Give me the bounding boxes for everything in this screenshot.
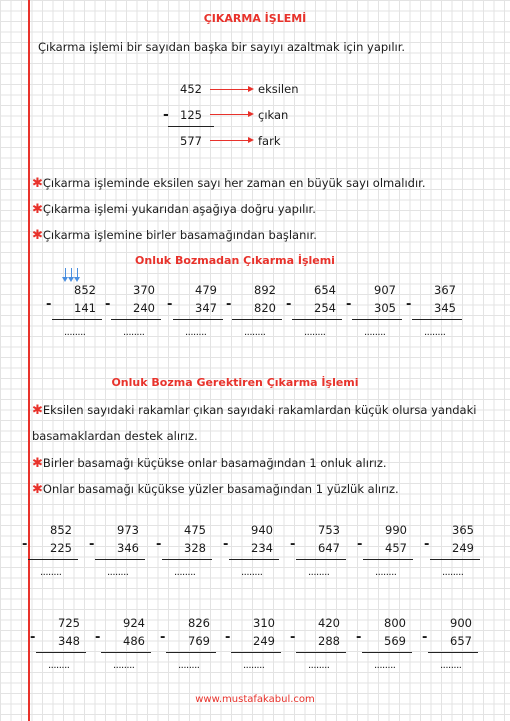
minus-sign: - (356, 630, 362, 645)
minuend: 654 (314, 283, 336, 297)
subtraction-problem (105, 283, 163, 349)
minus-sign: - (46, 297, 52, 312)
result-line (231, 652, 281, 653)
subtraction-problem (356, 616, 414, 682)
down-arrow-icon (71, 268, 72, 278)
result-line (36, 652, 86, 653)
example-subtrahend: 125 (180, 108, 202, 122)
arrow-line (210, 140, 250, 141)
rule-3 (32, 228, 317, 243)
rule-text: Çıkarma işlemi yukarıdan aşağıya doğru yapılır. (42, 202, 316, 216)
subtrahend: 348 (58, 634, 80, 648)
rule-text: Çıkarma işleminde eksilen sayı her zaman en büyük sayı olmalıdır. (42, 176, 426, 190)
result-line (296, 652, 346, 653)
example-minuend: 452 (180, 82, 202, 96)
answer-blank: ........ (107, 567, 129, 578)
answer-blank: ........ (424, 327, 446, 338)
minuend: 800 (384, 616, 406, 630)
subtraction-problem (167, 283, 225, 349)
arrow-right-icon (248, 86, 254, 92)
rule-2 (32, 202, 316, 217)
subtrahend: 346 (117, 541, 139, 555)
minus-sign: - (290, 630, 296, 645)
minuend: 479 (195, 283, 217, 297)
result-line (296, 559, 346, 560)
subtraction-problem (22, 523, 80, 589)
rule-text: Birler basamağı küçükse onlar basamağından 1 onluk alırız. (42, 456, 387, 470)
intro-text: Çıkarma işlemi bir sayıdan başka bir sayıyı azaltmak için yapılır. (38, 40, 406, 54)
subtraction-problem (225, 616, 283, 682)
subtrahend: 225 (50, 541, 72, 555)
subtrahend: 240 (133, 301, 155, 315)
minuend: 367 (434, 283, 456, 297)
rule-5 (32, 456, 387, 471)
subtraction-problem (89, 523, 147, 589)
minus-sign: - (357, 537, 363, 552)
rule-6 (32, 482, 399, 497)
subtraction-problem (290, 616, 348, 682)
subtrahend: 249 (253, 634, 275, 648)
minus-sign: - (406, 297, 412, 312)
subtraction-problem (46, 283, 104, 349)
label-eksilen: eksilen (258, 82, 299, 96)
minuend: 420 (318, 616, 340, 630)
subtrahend: 305 (374, 301, 396, 315)
subtraction-problem (286, 283, 344, 349)
subtrahend: 141 (74, 301, 96, 315)
minuend: 924 (123, 616, 145, 630)
subtrahend: 328 (184, 541, 206, 555)
answer-blank: ........ (241, 567, 263, 578)
minuend: 753 (318, 523, 340, 537)
subtraction-problem (290, 523, 348, 589)
subtraction-problem (156, 523, 214, 589)
answer-blank: ........ (185, 327, 207, 338)
result-line (232, 319, 282, 320)
answer-blank: ........ (442, 567, 464, 578)
answer-blank: ........ (244, 327, 266, 338)
example-difference: 577 (180, 134, 202, 148)
arrow-right-icon (248, 111, 254, 117)
footer-url[interactable]: www.mustafakabul.com (195, 694, 315, 705)
subtrahend: 657 (450, 634, 472, 648)
answer-blank: ........ (364, 327, 386, 338)
answer-blank: ........ (48, 660, 70, 671)
minus-sign: - (156, 537, 162, 552)
minuend: 973 (117, 523, 139, 537)
minus-sign: - (167, 297, 173, 312)
minus-sign: - (424, 537, 430, 552)
minus-sign: - (226, 297, 232, 312)
result-line (52, 319, 102, 320)
result-line (162, 559, 212, 560)
example-minus-sign: - (163, 107, 169, 123)
result-line (430, 559, 480, 560)
answer-blank: ........ (178, 660, 200, 671)
subtrahend: 486 (123, 634, 145, 648)
page-title: ÇIKARMA İŞLEMİ (203, 12, 307, 25)
arrow-line (210, 114, 250, 115)
subtrahend: 820 (254, 301, 276, 315)
minus-sign: - (95, 630, 101, 645)
subtrahend: 254 (314, 301, 336, 315)
minus-sign: - (160, 630, 166, 645)
answer-blank: ........ (374, 660, 396, 671)
subtrahend: 647 (318, 541, 340, 555)
subtraction-problem (223, 523, 281, 589)
rule-4 (32, 403, 476, 418)
answer-blank: ........ (308, 567, 330, 578)
rule-1 (32, 176, 426, 191)
minus-sign: - (22, 537, 28, 552)
star-icon: ✱ (32, 456, 43, 471)
arrow-right-icon (248, 137, 254, 143)
subtraction-problem (30, 616, 88, 682)
rule-text: Çıkarma işlemine birler basamağından başlanır. (42, 228, 317, 242)
star-icon: ✱ (32, 176, 43, 191)
minus-sign: - (225, 630, 231, 645)
subtraction-problem (357, 523, 415, 589)
label-fark: fark (258, 134, 281, 148)
minus-sign: - (30, 630, 36, 645)
subtraction-problem (160, 616, 218, 682)
minuend: 852 (50, 523, 72, 537)
margin-line (28, 0, 30, 721)
result-line (95, 559, 145, 560)
subtraction-problem (406, 283, 464, 349)
subtraction-problem (346, 283, 404, 349)
subtraction-problem (95, 616, 153, 682)
example-result-line (168, 126, 214, 127)
result-line (412, 319, 462, 320)
minus-sign: - (223, 537, 229, 552)
subtrahend: 347 (195, 301, 217, 315)
minuend: 310 (253, 616, 275, 630)
result-line (111, 319, 161, 320)
answer-blank: ........ (243, 660, 265, 671)
subtraction-problem (226, 283, 284, 349)
rule-4-continued: basamaklardan destek alırız. (32, 429, 198, 443)
answer-blank: ........ (113, 660, 135, 671)
answer-blank: ........ (174, 567, 196, 578)
minus-sign: - (346, 297, 352, 312)
subtrahend: 345 (434, 301, 456, 315)
result-line (362, 652, 412, 653)
result-line (173, 319, 223, 320)
minus-sign: - (89, 537, 95, 552)
minus-sign: - (422, 630, 428, 645)
rule-text: Eksilen sayıdaki rakamlar çıkan sayıdaki rakamlardan küçük olursa yandaki (42, 403, 477, 417)
star-icon: ✱ (32, 202, 43, 217)
subtrahend: 249 (452, 541, 474, 555)
minus-sign: - (290, 537, 296, 552)
subtrahend: 769 (188, 634, 210, 648)
down-arrow-icon (77, 268, 78, 278)
arrow-line (210, 89, 250, 90)
result-line (292, 319, 342, 320)
answer-blank: ........ (40, 567, 62, 578)
answer-blank: ........ (440, 660, 462, 671)
result-line (101, 652, 151, 653)
result-line (28, 559, 78, 560)
section-2-title: Onluk Bozma Gerektiren Çıkarma İşlemi (111, 376, 359, 389)
section-1-title: Onluk Bozmadan Çıkarma İşlemi (135, 254, 335, 267)
star-icon: ✱ (32, 228, 43, 243)
subtraction-problem (424, 523, 482, 589)
answer-blank: ........ (375, 567, 397, 578)
star-icon: ✱ (32, 403, 43, 418)
rule-text: Onlar basamağı küçükse yüzler basamağından 1 yüzlük alırız. (42, 482, 399, 496)
minus-sign: - (286, 297, 292, 312)
subtrahend: 569 (384, 634, 406, 648)
minus-sign: - (105, 297, 111, 312)
subtrahend: 457 (385, 541, 407, 555)
result-line (428, 652, 478, 653)
minuend: 725 (58, 616, 80, 630)
minuend: 370 (133, 283, 155, 297)
minuend: 940 (251, 523, 273, 537)
minuend: 900 (450, 616, 472, 630)
answer-blank: ........ (308, 660, 330, 671)
minuend: 365 (452, 523, 474, 537)
subtrahend: 288 (318, 634, 340, 648)
result-line (166, 652, 216, 653)
minuend: 475 (184, 523, 206, 537)
answer-blank: ........ (123, 327, 145, 338)
minuend: 826 (188, 616, 210, 630)
result-line (229, 559, 279, 560)
answer-blank: ........ (64, 327, 86, 338)
result-line (363, 559, 413, 560)
minuend: 852 (74, 283, 96, 297)
star-icon: ✱ (32, 482, 43, 497)
subtrahend: 234 (251, 541, 273, 555)
minuend: 907 (374, 283, 396, 297)
answer-blank: ........ (304, 327, 326, 338)
minuend: 990 (385, 523, 407, 537)
down-arrow-icon (65, 268, 66, 278)
result-line (352, 319, 402, 320)
minuend: 892 (254, 283, 276, 297)
subtraction-problem (422, 616, 480, 682)
label-cikan: çıkan (258, 108, 289, 122)
